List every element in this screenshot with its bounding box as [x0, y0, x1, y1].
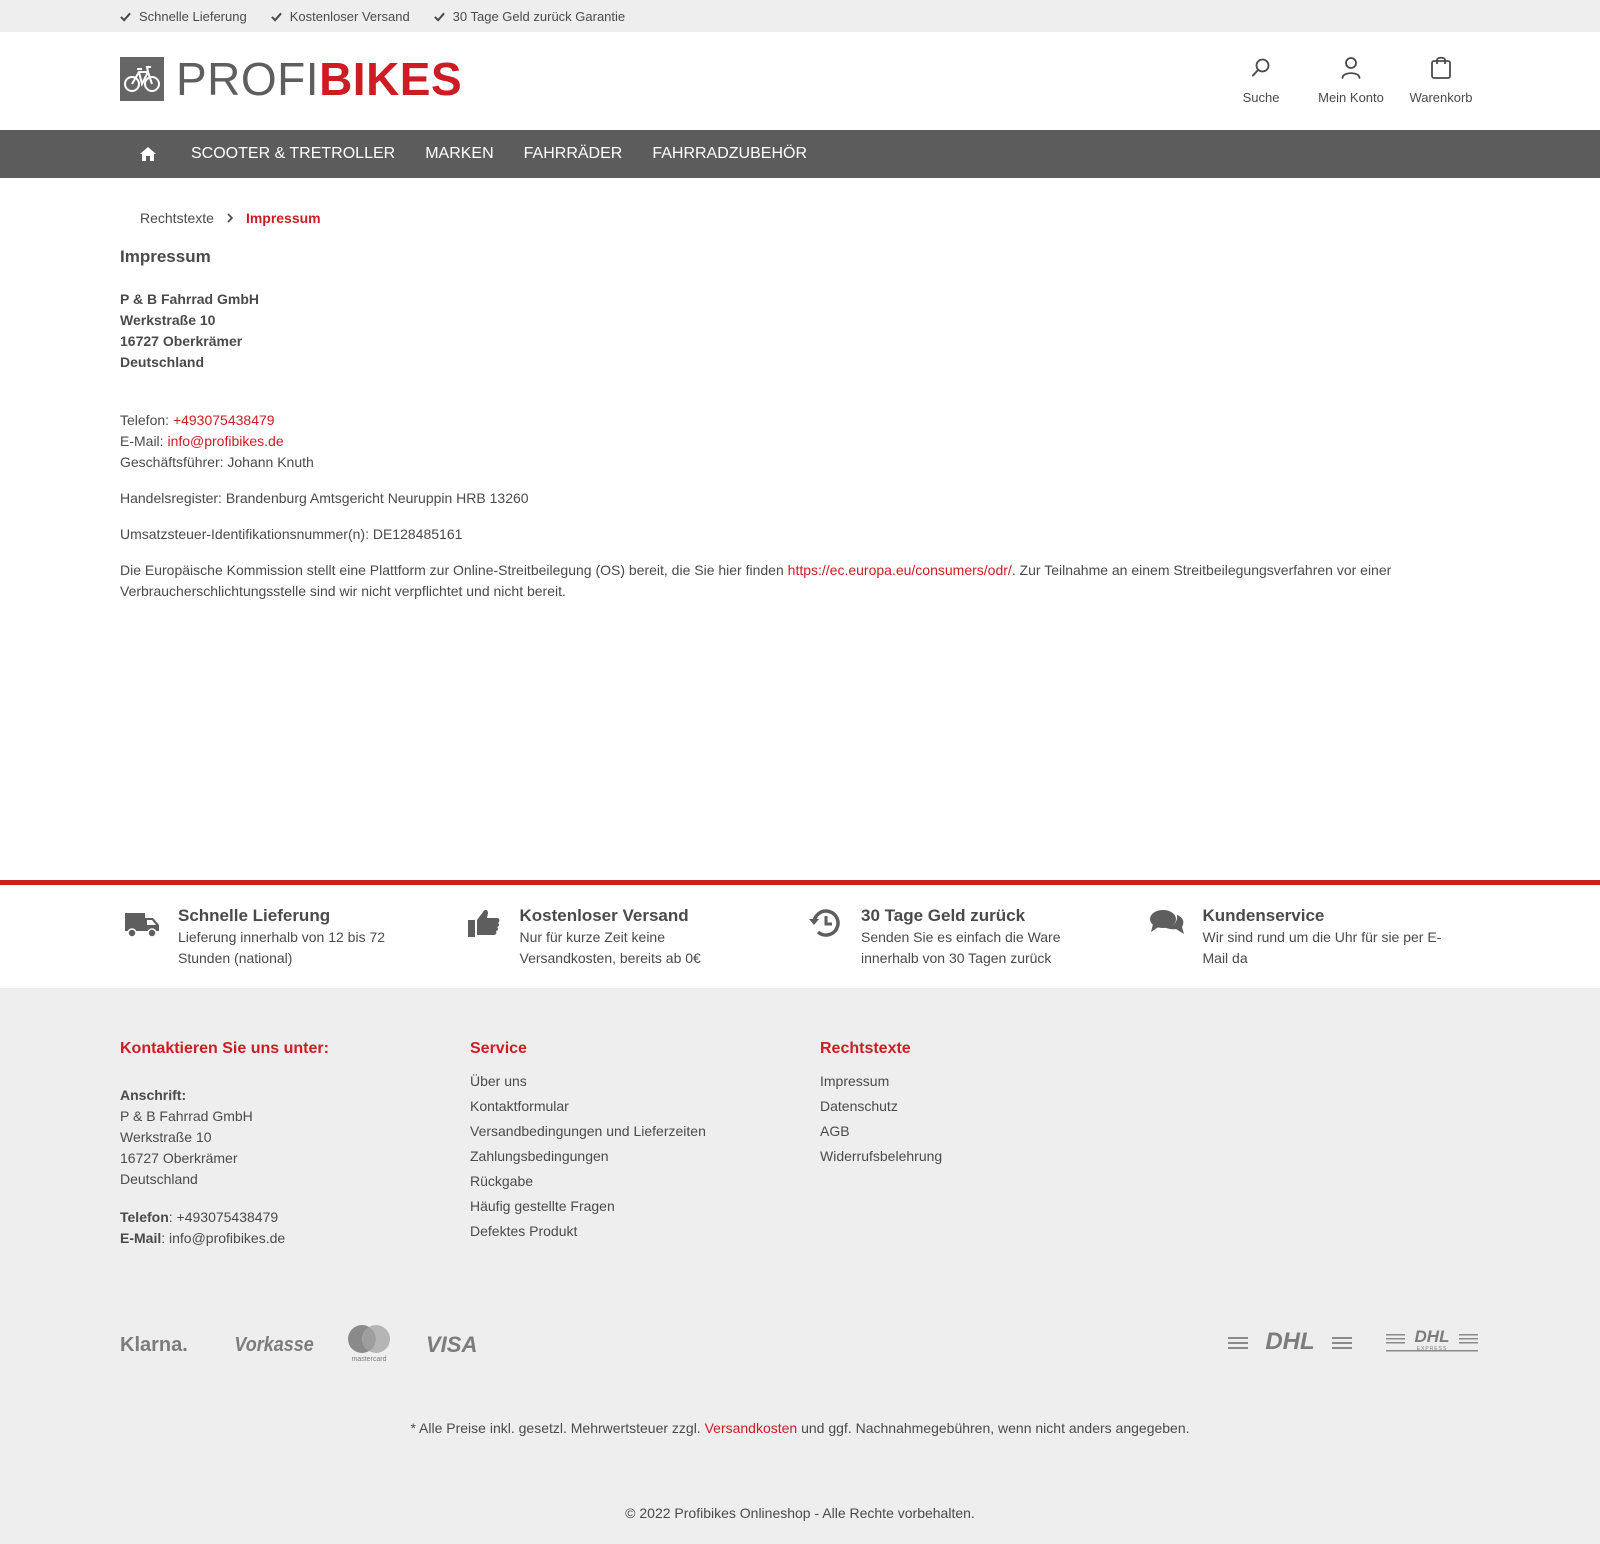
mastercard-logo	[345, 1324, 393, 1364]
footer-link-defective[interactable]: Defektes Produkt	[470, 1223, 578, 1239]
usp-description: Senden Sie es einfach die Ware innerhalb von 30 Tagen zurück	[861, 929, 1061, 966]
check-icon	[120, 11, 131, 22]
usp-item	[434, 9, 625, 24]
phone-row	[120, 410, 1486, 431]
price-legal-note	[0, 1420, 1600, 1436]
thumbs-up-icon	[466, 907, 502, 939]
phone-link[interactable]: +493075438479	[172, 412, 275, 428]
vat-text: Umsatzsteuer-Identifikationsnummer(n): DE128485161	[120, 526, 463, 542]
account-button[interactable]	[1306, 56, 1396, 105]
mastercard-label: mastercard	[351, 1356, 387, 1363]
usp-label: 30 Tage Geld zurück Garantie	[452, 8, 626, 24]
comments-icon	[1149, 907, 1185, 939]
footer-contact-title: Kontaktieren Sie uns unter:	[120, 1040, 329, 1057]
user-icon	[1340, 56, 1362, 80]
site-logo[interactable]	[120, 53, 463, 105]
legal-note-before: * Alle Preise inkl. gesetzl. Mehrwertsteuer zzgl.	[410, 1420, 705, 1436]
footer-service-column	[470, 1039, 820, 1249]
footer-contact-column	[120, 1039, 470, 1249]
usp-description: Nur für kurze Zeit keine Versandkosten, bereits ab 0€	[519, 929, 701, 966]
search-button[interactable]	[1216, 56, 1306, 105]
klarna-logo: Klarna.	[120, 1334, 188, 1356]
footer-link-contact-form[interactable]: Kontaktformular	[470, 1098, 569, 1114]
footer-email[interactable]: : info@profibikes.de	[161, 1230, 286, 1246]
check-icon	[271, 11, 282, 22]
odr-text-after: . Zur Teilnahme an einem Streitbeilegungsverfahren vor einer Verbraucherschlichtungsstelle sind wir nicht verpflichtet und nicht bereit.	[120, 562, 1392, 599]
page-title: Impressum	[120, 247, 211, 266]
dhl-express-logo	[1386, 1328, 1478, 1352]
legal-note-after: und ggf. Nachnahmegebühren, wenn nicht anders angegeben.	[797, 1420, 1190, 1436]
usp-block	[1145, 905, 1487, 969]
usp-title: Kundenservice	[1202, 906, 1325, 925]
dhl-express-label: EXPRESS	[1416, 1346, 1448, 1352]
email-label: E-Mail:	[120, 433, 168, 449]
usp-item	[120, 9, 247, 24]
usp-label: Kostenloser Versand	[289, 8, 410, 24]
copyright: © 2022 Profibikes Onlineshop - Alle Rechte vorbehalten.	[625, 1505, 975, 1521]
nav-item-fahrraeder[interactable]: FAHRRÄDER	[523, 145, 623, 162]
contact-info	[120, 410, 1486, 473]
site-footer	[0, 988, 1600, 1544]
footer-phone-row	[120, 1207, 470, 1228]
company-address	[120, 289, 1486, 373]
usp-block	[120, 905, 462, 969]
footer-legal-column	[820, 1039, 1170, 1249]
footer-link-shipping[interactable]: Versandbedingungen und Lieferzeiten	[470, 1123, 706, 1139]
email-row	[120, 431, 1486, 452]
header-actions	[1216, 56, 1486, 105]
logo-part-bikes: BIKES	[319, 53, 463, 105]
nav-item-marken[interactable]: MARKEN	[425, 145, 494, 162]
home-icon	[139, 146, 157, 162]
shopping-bag-icon	[1430, 56, 1452, 80]
usp-band	[0, 880, 1600, 988]
usp-block	[803, 905, 1145, 969]
account-label: Mein Konto	[1318, 90, 1384, 105]
breadcrumb-current[interactable]: Impressum	[245, 210, 321, 226]
footer-legal-title: Rechtstexte	[820, 1040, 911, 1057]
usp-item	[271, 9, 410, 24]
top-usp-bar	[0, 0, 1600, 32]
main-navigation	[0, 130, 1600, 178]
footer-service-title: Service	[470, 1040, 527, 1057]
logo-part-profi: PROFI	[176, 53, 320, 105]
footer-address-label: Anschrift:	[120, 1087, 187, 1103]
search-label: Suche	[1242, 90, 1280, 105]
address-line: P & B Fahrrad GmbH	[120, 291, 259, 307]
search-icon	[1250, 56, 1272, 80]
logo-wordmark	[176, 53, 463, 105]
register-text: Handelsregister: Brandenburg Amtsgericht Neuruppin HRB 13260	[120, 490, 529, 506]
footer-link-privacy[interactable]: Datenschutz	[820, 1098, 898, 1114]
usp-title: 30 Tage Geld zurück	[861, 906, 1026, 925]
footer-address-line: 16727 Oberkrämer	[120, 1150, 238, 1166]
footer-address-line: Werkstraße 10	[120, 1129, 212, 1145]
dhl-express-wordmark: DHL	[1405, 1328, 1459, 1346]
footer-phone-label: Telefon	[120, 1209, 169, 1225]
shipping-costs-link[interactable]: Versandkosten	[704, 1420, 798, 1436]
footer-email-label: E-Mail	[120, 1230, 162, 1246]
usp-description: Lieferung innerhalb von 12 bis 72 Stunden (national)	[178, 929, 386, 966]
breadcrumb-parent[interactable]: Rechtstexte	[140, 210, 214, 226]
nav-item-fahrradzubehoer[interactable]: FAHRRADZUBEHÖR	[652, 145, 808, 162]
visa-logo: VISA	[426, 1332, 478, 1357]
footer-link-terms[interactable]: AGB	[820, 1123, 850, 1139]
usp-label: Schnelle Lieferung	[139, 8, 247, 24]
usp-description: Wir sind rund um die Uhr für sie per E-Mail da	[1202, 929, 1442, 966]
footer-link-payment[interactable]: Zahlungsbedingungen	[470, 1148, 609, 1164]
footer-link-withdrawal[interactable]: Widerrufsbelehrung	[820, 1148, 943, 1164]
phone-label: Telefon:	[120, 412, 173, 428]
footer-link-faq[interactable]: Häufig gestellte Fragen	[470, 1198, 615, 1214]
chevron-right-icon	[226, 213, 234, 223]
usp-title: Kostenloser Versand	[519, 906, 689, 925]
footer-link-returns[interactable]: Rückgabe	[470, 1173, 534, 1189]
usp-block	[462, 905, 804, 969]
bike-logo-icon	[120, 57, 164, 101]
payment-shipping-logos	[120, 1324, 1486, 1368]
footer-phone[interactable]: : +493075438479	[168, 1209, 279, 1225]
cart-button[interactable]	[1396, 56, 1486, 105]
footer-address-line: P & B Fahrrad GmbH	[120, 1108, 253, 1124]
dhl-wordmark: DHL	[1248, 1330, 1332, 1354]
address-line: Deutschland	[120, 354, 205, 370]
mastercard-circles-icon	[345, 1324, 393, 1354]
vorkasse-logo: Vorkasse	[234, 1334, 314, 1356]
odr-text-before: Die Europäische Kommission stellt eine Plattform zur Online-Streitbeilegung (OS) bereit, die Sie hier finden	[120, 562, 788, 578]
footer-link-impressum[interactable]: Impressum	[820, 1073, 890, 1089]
usp-title: Schnelle Lieferung	[178, 906, 331, 925]
address-line: Werkstraße 10	[120, 312, 216, 328]
email-link[interactable]: info@profibikes.de	[167, 433, 284, 449]
dhl-logo	[1228, 1330, 1352, 1354]
odr-text	[120, 560, 1486, 602]
home-link[interactable]	[120, 146, 176, 162]
footer-address-line: Deutschland	[120, 1171, 198, 1187]
main-content	[120, 210, 1486, 602]
footer-link-about[interactable]: Über uns	[470, 1073, 527, 1089]
cart-label: Warenkorb	[1409, 90, 1473, 105]
site-header	[0, 32, 1600, 130]
ceo-text: Geschäftsführer: Johann Knuth	[120, 454, 314, 470]
breadcrumb	[120, 210, 1486, 226]
nav-item-scooter[interactable]: SCOOTER & TRETROLLER	[191, 145, 396, 162]
check-icon	[434, 11, 445, 22]
history-icon	[807, 907, 843, 939]
odr-link[interactable]: https://ec.europa.eu/consumers/odr/	[787, 562, 1012, 578]
address-line: 16727 Oberkrämer	[120, 333, 243, 349]
truck-icon	[124, 907, 160, 939]
footer-email-row	[120, 1228, 470, 1249]
